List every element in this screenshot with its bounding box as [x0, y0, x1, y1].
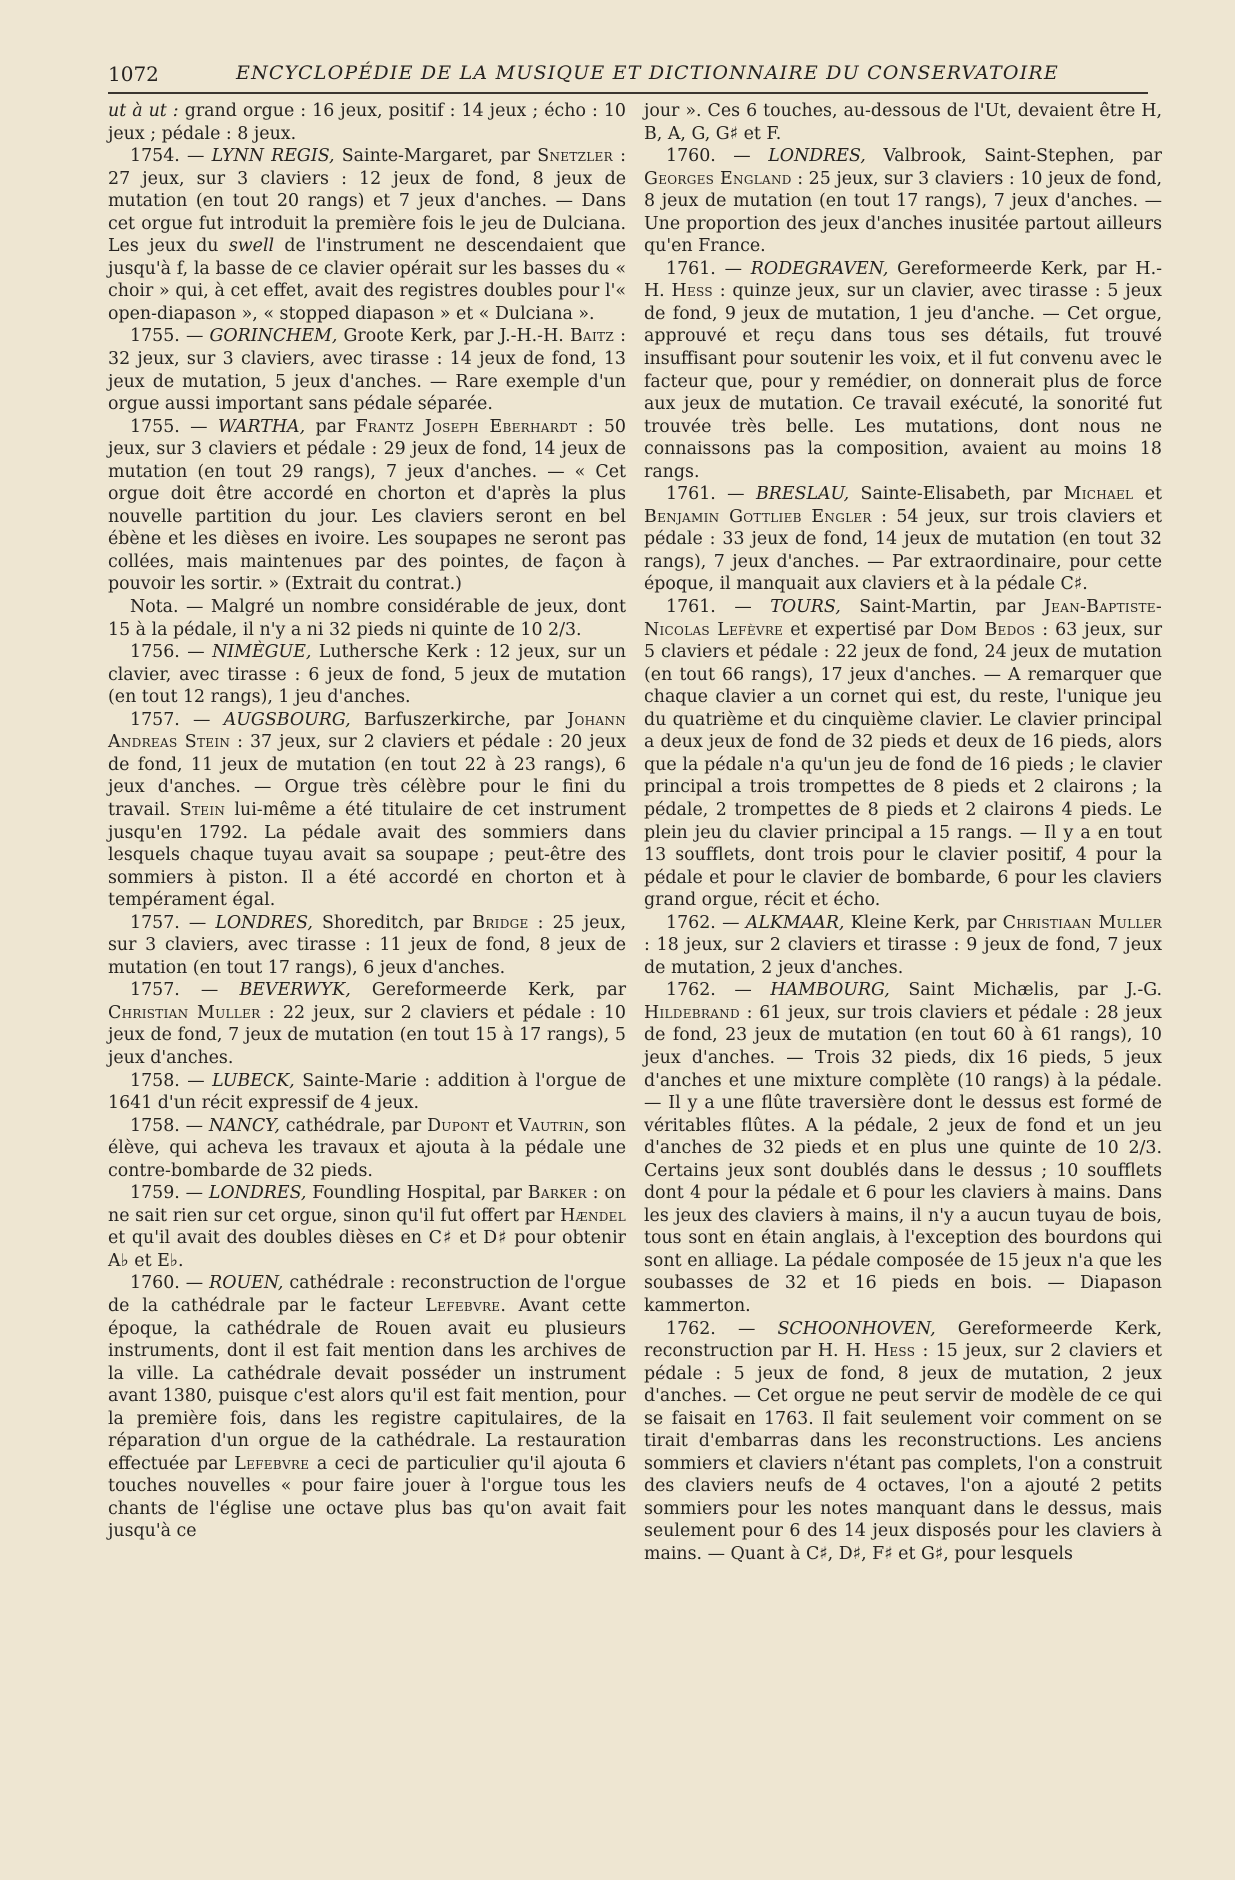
entry-text: . Avant cette époque, la cathédrale de Rouen avait eu plusieurs instruments, dont il est fait mention dans les archives de la ville. La cathédrale devait posséder un instrument avant 1380, puisque c'est alors qu'il est fait mention, pour la première fois, dans les registre capitulaires, de la réparation d'un orgue de la cathédrale. La restauration effectuée par: [108, 1295, 626, 1474]
entry-text: Gereformeerde Kerk, par: [350, 980, 627, 1001]
entry-text: : 25 jeux, sur 3 claviers, avec tirasse : 11 jeux de fond, 8 jeux de mutation (en tout 17 rangs), 6 jeux d'anches.: [108, 912, 626, 978]
entry-paragraph: [108, 325, 626, 415]
entry-heading: ROUEN,: [209, 1273, 284, 1294]
builder-name: Jean-Baptiste-Nicolas Lefèvre: [644, 597, 1163, 640]
entry-text: : 22 jeux, sur 2 claviers et pédale : 10 jeux de fond, 7 jeux de mutation (en tout 15 à 17 rangs), 5 jeux d'anches.: [108, 1002, 626, 1068]
entry-text: Sainte-Margaret, par: [334, 146, 538, 167]
entry-heading: GORINCHEM,: [209, 326, 338, 347]
entry-text: : 25 jeux, sur 3 claviers : 10 jeux de fond, 8 jeux de mutation (en tout 17 rangs), 7 jeux d'anches. — Une proportion des jeux d'anches inusitée partout ailleurs qu'en France.: [644, 168, 1162, 257]
entry-text: : on ne sait rien sur cet orgue, sinon qu'il fut offert par: [108, 1183, 626, 1226]
builder-name: Bridge: [472, 912, 529, 933]
entry-text: et: [489, 1115, 519, 1136]
entry-heading: AUGSBOURG,: [223, 709, 351, 730]
entry-text: 1757. —: [130, 709, 224, 730]
entry-text: Nota. — Malgré un nombre considérable de jeux, dont 15 à la pédale, il n'y a ni 32 pieds ni quinte de 10 2/3.: [108, 597, 626, 640]
builder-name: Baitz: [569, 326, 614, 347]
builder-name: Johann Andreas Stein: [108, 709, 626, 753]
builder-name: Hess: [873, 1341, 916, 1362]
builder-name: Hess: [671, 281, 713, 302]
builder-name: Michael: [1063, 484, 1134, 505]
right-column: [644, 100, 1162, 1566]
entry-text: grand orgue : 16 jeux, positif : 14 jeux ; écho : 10 jeux ; pédale : 8 jeux.: [108, 101, 626, 144]
entry-text: 1762. —: [666, 912, 746, 933]
entry-heading: BRESLAU,: [755, 484, 850, 505]
entry-text: cathédrale, par: [279, 1115, 428, 1136]
entry-text: jour ». Ces 6 touches, au-dessous de l'Ut, devaient être H, B, A, G, G♯ et F.: [644, 101, 1162, 144]
left-column: [108, 100, 626, 1543]
entry-paragraph: [108, 1182, 626, 1272]
entry-paragraph: [108, 1070, 626, 1115]
entry-text: 1755. —: [130, 326, 210, 347]
entry-text: 1758. —: [130, 1070, 213, 1091]
entry-heading: ut à ut :: [108, 101, 179, 121]
entry-text: 1761. —: [666, 258, 751, 279]
entry-text: Gereformeerde Kerk, par H.-H.: [644, 258, 1162, 302]
entry-text: , son élève, qui acheva les travaux et ajouta à la pédale une contre-bombarde de 32 pieds.: [108, 1115, 626, 1181]
entry-text: : 54 jeux, sur trois claviers et pédale : 33 jeux de fond, 14 jeux de mutation (en tout 32 rangs), 7 jeux d'anches. — Par extraordinaire, pour cette époque, il manquait aux claviers et à la pédale C♯.: [644, 506, 1163, 595]
builder-name: Frantz Joseph Eberhardt: [355, 416, 578, 437]
builder-name: Vautrin: [518, 1115, 585, 1136]
entry-text: 1758. —: [130, 1115, 209, 1136]
entry-text: 1760. —: [130, 1273, 210, 1294]
entry-heading: NIMÈGUE,: [212, 642, 312, 663]
entry-text: a ceci de particulier qu'il ajouta 6 touches nouvelles « pour faire jouer à l'orgue tous les chants de l'église une octave plus bas qu'on avait fait jusqu'à ce: [108, 1453, 626, 1542]
entry-paragraph: [644, 145, 1162, 258]
entry-heading: BEVERWYK,: [239, 980, 351, 1001]
running-header: [108, 62, 1148, 94]
entry-heading: TOURS,: [770, 597, 841, 618]
builder-name: Benjamin Gottlieb Engler: [644, 506, 872, 527]
entry-text: : 63 jeux, sur 5 claviers et pédale : 22 jeux de fond, 24 jeux de mutation (en tout 66 rangs), 17 jeux d'anches. — A remarquer que chaque clavier a un cornet qui est, du reste, l'unique jeu du quatrième et du cinquième clavier. Le clavier principal a deux jeux de fond de 32 pieds et deux de 16 pieds, alors que la pédale n'a qu'un jeu de fond de 16 pieds ; le clavier principal a trois trompettes de 8 pieds et 2 clairons ; la pédale, 2 trompettes de 8 pieds et 2 clairons 4 pieds. Le plein jeu du clavier principal a 15 rangs. — Il y a en tout 13 soufflets, dont trois pour le clavier positif, 4 pour la pédale et pour le clavier de bombarde, 6 pour les claviers grand orgue, récit et écho.: [644, 619, 1163, 911]
builder-name: Christian Muller: [108, 1002, 261, 1023]
builder-name: Hildebrand: [644, 1002, 740, 1023]
entry-heading: HAMBOURG,: [770, 980, 890, 1001]
entry-heading: swell: [228, 236, 275, 257]
entry-text: Luthersche Kerk : 12 jeux, sur un clavier, avec tirasse : 6 jeux de fond, 5 jeux de mutation (en tout 12 rangs), 1 jeu d'anches.: [108, 642, 626, 708]
entry-paragraph: [108, 641, 626, 709]
entry-text: : 27 jeux, sur 3 claviers : 12 jeux de fond, 8 jeux de mutation (en tout 20 rangs) et 7 jeux d'anches. — Dans cet orgue fut introduit la première fois le jeu de Dulciana. Les jeux du: [108, 146, 627, 257]
entry-text: 1760. —: [666, 146, 769, 167]
entry-paragraph: [108, 416, 626, 596]
entry-paragraph: [644, 1318, 1162, 1566]
builder-name: Dom Bedos: [940, 619, 1036, 640]
entry-text: Groote Kerk, par J.-H.-H.: [337, 326, 570, 347]
entry-paragraph: [108, 145, 626, 325]
builder-name: Hændel: [560, 1205, 626, 1226]
entry-text: Gereformeerde Kerk, reconstruction par H. H.: [644, 1318, 1162, 1362]
entry-heading: LONDRES,: [768, 146, 866, 167]
entry-text: 1762. —: [666, 980, 771, 1001]
entry-text: par: [305, 416, 356, 437]
entry-text: 1761. —: [666, 484, 756, 505]
entry-paragraph: [644, 483, 1162, 596]
entry-text: 1756. —: [130, 642, 213, 663]
entry-text: : 32 jeux, sur 3 claviers, avec tirasse : 14 jeux de fond, 13 jeux de mutation, 5 jeux d'anches. — Rare exemple d'un orgue aussi important sans pédale séparée.: [108, 326, 626, 415]
entry-heading: WARTHA,: [217, 416, 306, 437]
entry-paragraph: [108, 596, 626, 641]
entry-heading: LYNN REGIS,: [211, 146, 335, 167]
builder-name: Dupont: [427, 1115, 490, 1136]
entry-heading: ALKMAAR,: [745, 912, 845, 933]
entry-text: Valbrook, Saint-Stephen, par: [865, 146, 1162, 167]
entry-paragraph: [108, 979, 626, 1069]
entry-paragraph: [644, 100, 1162, 145]
entry-paragraph: [108, 1272, 626, 1543]
entry-heading: SCHOONHOVEN,: [777, 1318, 936, 1339]
entry-text: : 37 jeux, sur 2 claviers et pédale : 20 jeux de fond, 11 jeux de mutation (en tout 22 à 23 rangs), 6 jeux d'anches. — Orgue très célèbre pour le fini du travail.: [108, 732, 626, 820]
entry-text: 1757. —: [130, 980, 240, 1001]
entry-text: cathédrale : reconstruction de l'orgue de la cathédrale par le facteur: [108, 1273, 626, 1316]
entry-heading: RODEGRAVEN,: [750, 258, 889, 279]
page-number: 1072: [108, 62, 159, 86]
builder-name: Snetzler: [537, 146, 613, 167]
entry-text: Saint Michælis, par J.-G.: [889, 980, 1163, 1001]
entry-text: et expertisé par: [783, 619, 941, 640]
entry-text: : quinze jeux, sur un clavier, avec tirasse : 5 jeux de fond, 9 jeux de mutation, 1 jeu d'anche. — Cet orgue, approuvé et reçu dans tous ses détails, fut trouvé insuffisant pour soutenir les voix, et il fut convenu avec le facteur que, pour y remédier, on donnerait plus de force aux jeux de mutation. Ce travail exécuté, la sonorité fut trouvée très belle. Les mutations, dont nous ne connaissons pas la composition, avaient au moins 18 rangs.: [644, 281, 1162, 482]
entry-text: Shoreditch, par: [312, 912, 473, 933]
entry-paragraph: [108, 100, 626, 145]
entry-text: Sainte-Marie : addition à l'orgue de 1641 d'un récit expressif de 4 jeux.: [108, 1070, 627, 1114]
entry-text: Saint-Martin, par: [840, 597, 1044, 618]
builder-name: Christiaan Muller: [1002, 912, 1162, 933]
entry-paragraph: [108, 709, 626, 912]
entry-paragraph: [644, 912, 1162, 980]
entry-text: 1754. —: [130, 146, 212, 167]
builder-name: Barker: [527, 1183, 587, 1204]
running-title: ENCYCLOPÉDIE DE LA MUSIQUE ET DICTIONNAIRE DU CONSERVATOIRE: [236, 62, 1059, 84]
entry-text: Sainte-Elisabeth, par: [849, 484, 1064, 505]
entry-text: 1757. —: [130, 912, 216, 933]
entry-text: et: [1133, 484, 1162, 505]
entry-text: : 15 jeux, sur 2 claviers et pédale : 5 jeux de fond, 8 jeux de mutation, 2 jeux d'anches. — Cet orgue ne peut servir de modèle de ce qui se faisait en 1763. Il fait seulement voir comment on se tirait d'embarras dans les reconstructions. Les anciens sommiers et claviers n'étant pas complets, l'on a construit des claviers neufs de 4 octaves, l'on a ajouté 2 petits sommiers pour les notes manquant dans le dessus, mais seulement pour 6 des 14 jeux disposés pour les claviers à mains. — Quant à C♯, D♯, F♯ et G♯, pour lesquels: [644, 1341, 1162, 1564]
entry-text: de l'instrument ne descendaient que jusqu'à f, la basse de ce clavier opérait sur les basses du « choir » qui, à cet effet, avait des registres doubles pour l'« open-diapason », « stopped diapason » et « Dulciana ».: [108, 236, 626, 324]
entry-paragraph: [108, 1115, 626, 1183]
builder-name: Stein: [179, 799, 226, 820]
entry-heading: LONDRES,: [215, 912, 313, 933]
entry-text: 1759. —: [130, 1183, 209, 1204]
entry-text: Foundling Hospital, par: [306, 1183, 528, 1204]
entry-heading: NANCY,: [208, 1115, 280, 1136]
entry-text: : 50 jeux, sur 3 claviers et pédale : 29 jeux de fond, 14 jeux de mutation (en tout 29 rangs), 7 jeux d'anches. — « Cet orgue doit être accordé en chorton et d'après la plus nouvelle partition du jour. Les claviers seront en bel ébène et les dièses en ivoire. Les soupapes ne seront pas collées, mais maintenues par des pointes, de façon à pouvoir les sortir. » (Extrait du contrat.): [108, 416, 626, 595]
builder-name: Lefebvre: [234, 1453, 310, 1474]
entry-paragraph: [108, 912, 626, 980]
entry-heading: LONDRES,: [208, 1183, 307, 1204]
entry-text: : 18 jeux, sur 2 claviers et tirasse : 9 jeux de fond, 7 jeux de mutation, 2 jeux d'anches.: [644, 935, 1162, 978]
entry-text: 1755. —: [130, 416, 218, 437]
builder-name: Georges England: [644, 168, 792, 189]
entry-heading: LUBECK,: [212, 1070, 295, 1091]
builder-name: Lefebvre: [425, 1295, 501, 1316]
entry-text: : 61 jeux, sur trois claviers et pédale : 28 jeux de fond, 23 jeux de mutation (en tout 60 à 61 rangs), 10 jeux d'anches. — Trois 32 pieds, dix 16 pieds, 5 jeux d'anches et une mixture complète (10 rangs) à la pédale. — Il y a une flûte traversière dont le dessus est formé de véritables flûtes. A la pédale, 2 jeux de fond et un jeu d'anches de 32 pieds et en plus une quinte de 10 2/3. Certains jeux sont doublés dans le dessus ; 10 soufflets dont 4 pour la pédale et 6 pour les claviers à mains. Dans les jeux des claviers à mains, il n'y a aucun tuyau de bois, tous sont en étain anglais, à l'exception des bourdons qui sont en alliage. La pédale composée de 15 jeux n'a que les soubasses de 32 et 16 pieds en bois. — Diapason kammerton.: [644, 1002, 1162, 1316]
entry-text: Barfuszerkirche, par: [350, 709, 568, 730]
entry-paragraph: [644, 596, 1162, 912]
entry-text: 1761. —: [666, 597, 771, 618]
entry-text: 1762. —: [666, 1318, 778, 1339]
entry-text: et qu'il avait des doubles dièses en C♯ et D♯ pour obtenir A♭ et E♭.: [108, 1228, 626, 1271]
entry-paragraph: [644, 258, 1162, 483]
entry-paragraph: [644, 979, 1162, 1317]
entry-text: lui-même a été titulaire de cet instrument jusqu'en 1792. La pédale avait des sommiers dans lesquels chaque tuyau avait sa soupape ; peut-être des sommiers à piston. Il a été accordé en chorton et à tempérament égal.: [108, 799, 627, 911]
entry-text: Kleine Kerk, par: [844, 912, 1003, 933]
